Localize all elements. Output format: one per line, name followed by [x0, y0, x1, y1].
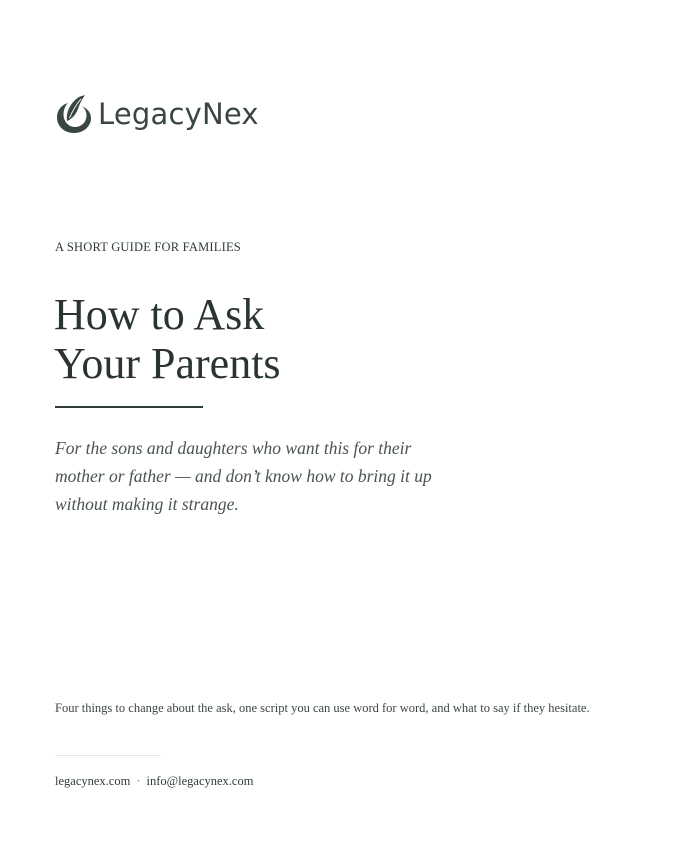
eyebrow-label: A SHORT GUIDE FOR FAMILIES — [55, 240, 241, 254]
page-title — [54, 290, 281, 388]
email-link[interactable]: info@legacynex.com — [146, 774, 254, 788]
lede-line-3: without making it strange. — [55, 494, 239, 514]
title-line-1: How to Ask — [54, 290, 265, 339]
website-link[interactable]: legacynex.com — [55, 774, 131, 788]
contact-line — [55, 774, 253, 789]
contact-separator: · — [136, 774, 141, 788]
leaf-swirl-icon — [55, 93, 93, 137]
brand-logo — [55, 92, 259, 138]
title-line-2: Your Parents — [54, 339, 281, 388]
footer-divider — [55, 755, 161, 756]
lede-line-2: mother or father — and don’t know how to bring it up — [55, 466, 432, 486]
title-divider — [55, 406, 203, 408]
lede-line-1: For the sons and daughters who want this for their — [55, 438, 412, 458]
brand-name: LegacyNex — [98, 96, 259, 131]
lede-paragraph — [55, 434, 475, 518]
summary-text: Four things to change about the ask, one script you can use word for word, and what to say if they hesitate. — [55, 701, 590, 715]
